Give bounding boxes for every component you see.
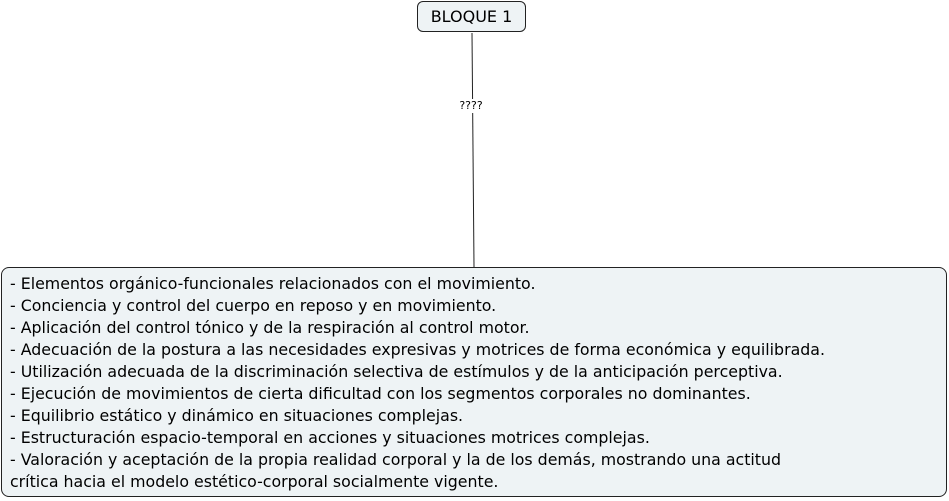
topic-line: crítica hacia el modelo estético-corporal socialmente vigente.	[10, 472, 499, 491]
content-topic-box[interactable]	[1, 267, 947, 497]
topic-line: - Ejecución de movimientos de cierta dificultad con los segmentos corporales no dominantes.	[10, 384, 751, 403]
topic-line: - Valoración y aceptación de la propia realidad corporal y la de los demás, mostrando una actitud	[10, 450, 782, 469]
topic-line: - Utilización adecuada de la discriminación selectiva de estímulos y de la anticipación perceptiva.	[10, 362, 783, 381]
topic-line: - Elementos orgánico-funcionales relacionados con el movimiento.	[10, 274, 536, 293]
topic-line: - Conciencia y control del cuerpo en reposo y en movimiento.	[10, 296, 497, 315]
topic-line: - Adecuación de la postura a las necesidades expresivas y motrices de forma económica y equilibrada.	[10, 340, 825, 359]
root-node-label: BLOQUE 1	[430, 7, 513, 26]
topic-line: - Estructuración espacio-temporal en acciones y situaciones motrices complejas.	[10, 428, 650, 447]
topic-line: - Aplicación del control tónico y de la respiración al control motor.	[10, 318, 530, 337]
connector-segment	[472, 33, 474, 267]
connector-label: ????	[448, 99, 494, 113]
topic-line: - Equilibrio estático y dinámico en situaciones complejas.	[10, 406, 464, 425]
root-node-bloque-1[interactable]	[417, 1, 526, 32]
